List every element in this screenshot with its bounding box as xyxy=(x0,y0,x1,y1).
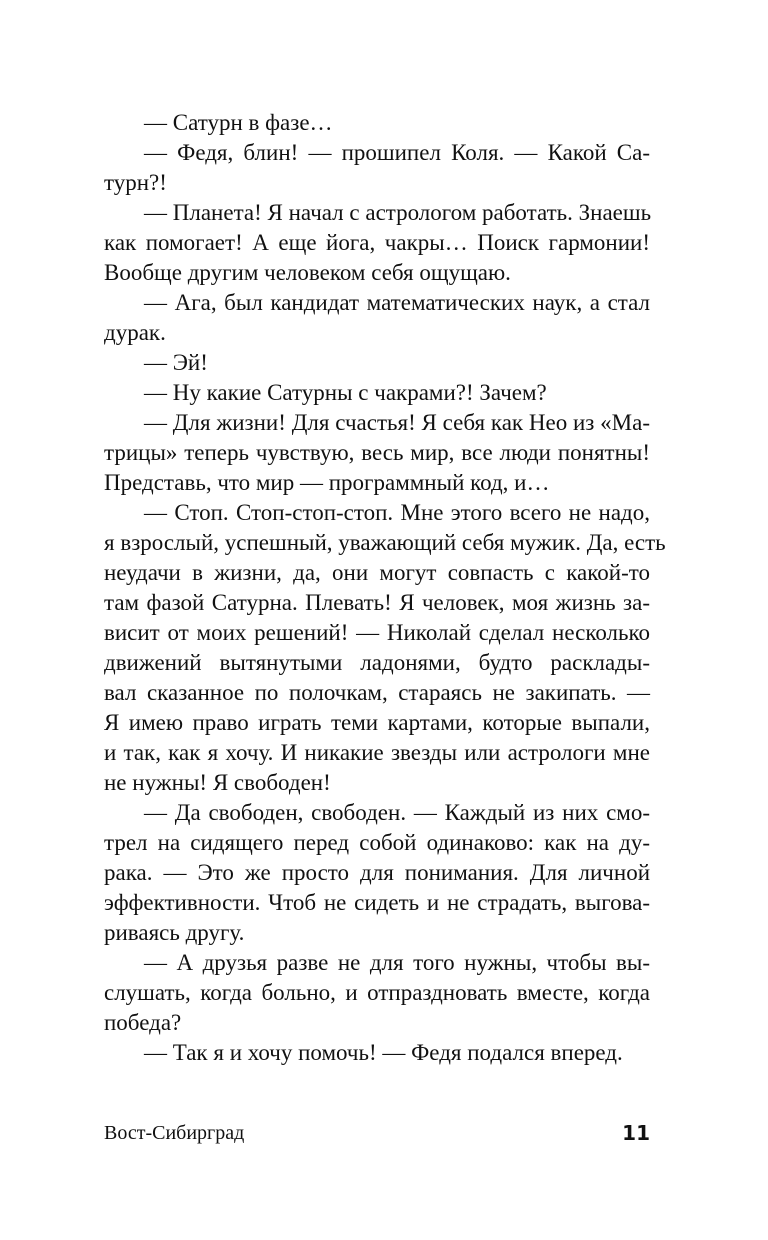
text-line: я взрослый, успешный, уважающий себя мужик. Да, есть xyxy=(104,530,666,555)
text-line: победа? xyxy=(104,1010,182,1035)
text-line: — Стоп. Стоп-стоп-стоп. Мне этого всего не надо, xyxy=(144,500,650,525)
text-line: — Эй! xyxy=(144,350,208,375)
text-line: — Планета! Я начал с астрологом работать. Знаешь xyxy=(144,200,652,225)
text-line: Представь, что мир — программный код, и… xyxy=(104,470,550,495)
text-line: не нужны! Я свободен! xyxy=(104,770,331,795)
text-line: — Да свободен, свободен. — Каждый из них смо- xyxy=(144,800,650,825)
text-line: дурак. xyxy=(104,320,166,345)
running-title: Вост-Сибирград xyxy=(104,1122,245,1144)
text-line: Я имею право играть теми картами, которые выпали, xyxy=(104,710,650,735)
text-line: турн?! xyxy=(104,170,167,195)
text-line: и так, как я хочу. И никакие звезды или астрологи мне xyxy=(104,740,650,765)
text-line: — Для жизни! Для счастья! Я себя как Нео из «Ма- xyxy=(144,410,650,435)
text-line: — Федя, блин! — прошипел Коля. — Какой Са- xyxy=(144,140,650,165)
text-line: слушать, когда больно, и отпраздновать вместе, когда xyxy=(104,980,650,1005)
text-line: движений вытянутыми ладонями, будто расклады- xyxy=(104,650,650,675)
text-line: — Ага, был кандидат математических наук, а стал xyxy=(144,290,650,315)
text-line: как помогает! А еще йога, чакры… Поиск гармонии! xyxy=(104,230,650,255)
text-line: Вообще другим человеком себя ощущаю. xyxy=(104,260,511,285)
text-line: — Ну какие Сатурны с чакрами?! Зачем? xyxy=(144,380,547,405)
text-line: неудачи в жизни, да, они могут совпасть с какой-то xyxy=(104,560,650,585)
page-number: 11 xyxy=(622,1121,650,1145)
text-line: трицы» теперь чувствую, весь мир, все люди понятны! xyxy=(104,440,650,465)
body-text xyxy=(104,108,666,1068)
text-line: — Сатурн в фазе… xyxy=(144,110,333,135)
text-line: — А друзья разве не для того нужны, чтобы вы- xyxy=(144,950,650,975)
text-line: риваясь другу. xyxy=(104,920,245,945)
text-line: там фазой Сатурна. Плевать! Я человек, моя жизнь за- xyxy=(104,590,650,615)
text-line: вал сказанное по полочкам, стараясь не закипать. — xyxy=(104,680,650,705)
text-line: висит от моих решений! — Николай сделал несколько xyxy=(104,620,650,645)
text-line: — Так я и хочу помочь! — Федя подался вперед. xyxy=(144,1040,623,1065)
text-line: эффективности. Чтоб не сидеть и не страдать, выгова- xyxy=(104,890,650,915)
text-line: трел на сидящего перед собой одинаково: как на ду- xyxy=(104,830,650,855)
text-line: рака. — Это же просто для понимания. Для личной xyxy=(104,860,650,885)
